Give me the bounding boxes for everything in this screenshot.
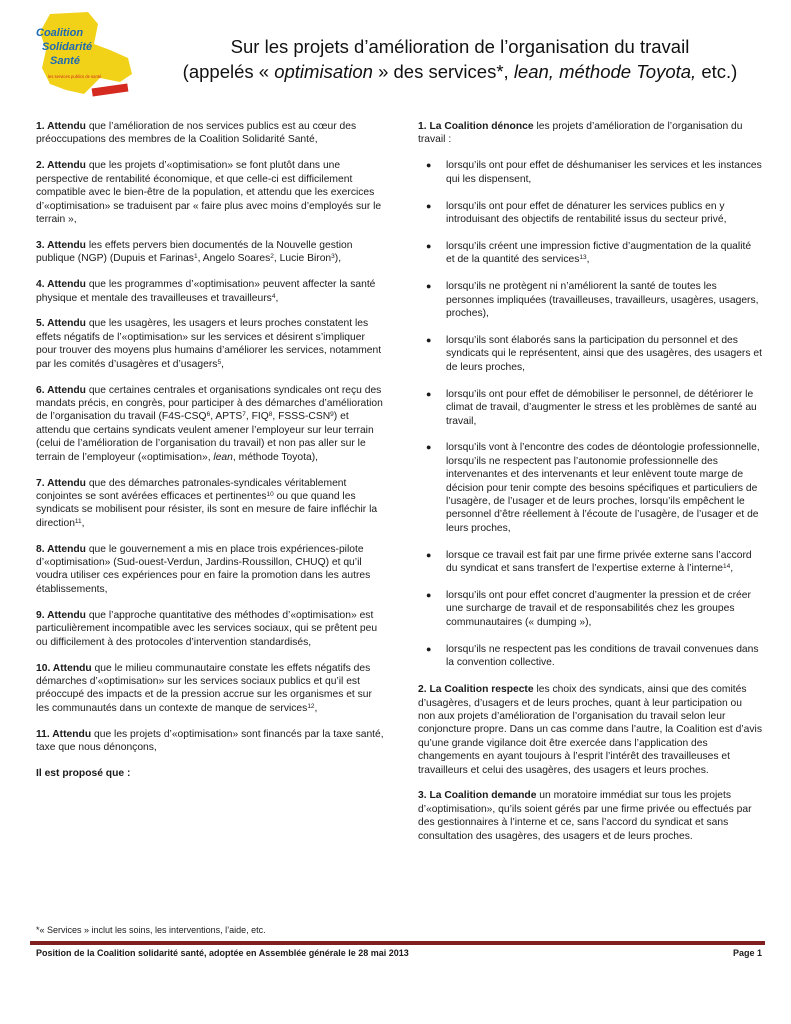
- list-item: [418, 159, 762, 186]
- resolution-text: un moratoire immédiat sur tous les projets d’«optimisation», qu’ils soient gérés par une firme privée ou effectués par des gestionnaires à l’interne et ce, sans l’accord du syndicat et sans consultation des usagères, des usagers et de leurs proches.: [418, 790, 752, 842]
- whereas-11: [36, 728, 384, 755]
- whereas-text: les effets pervers bien documentés de la Nouvelle gestion publique (NGP) (Dupuis et Farinas: [36, 239, 353, 265]
- whereas-lead: 8. Attendu: [36, 543, 86, 555]
- list-item: [418, 388, 762, 428]
- logo-word-2: Solidarité: [42, 41, 93, 53]
- services-footnote: *« Services » inclut les soins, les interventions, l’aide, etc.: [36, 925, 266, 935]
- list-item: [418, 334, 762, 374]
- whereas-text: , APTS: [210, 411, 243, 423]
- bullet-icon: ●: [426, 442, 432, 453]
- whereas-lead: 4. Attendu: [36, 279, 86, 291]
- logo-word-1: Coalition: [36, 27, 84, 39]
- bullet-icon: ●: [426, 281, 432, 292]
- whereas-text: que le milieu communautaire constate les effets négatifs des démarches d’«optimisation» sur les services sociaux publics et qu’il est préoccupé des impacts et de la pression accrue sur les organismes et sur les communautés dans un contexte de manque de services: [36, 662, 372, 714]
- whereas-text: que l’approche quantitative des méthodes d’«optimisation» est particulièrement incompatible avec les services sociaux, qui se prêtent peu ou difficilement à des protocoles d’intervention standardisés,: [36, 609, 378, 648]
- whereas-text: ,: [81, 517, 85, 529]
- whereas-lead: 1. Attendu: [36, 121, 86, 132]
- whereas-text: que les programmes d’«optimisation» peuvent affecter la santé physique et mentale des travailleuses et travailleurs: [36, 279, 376, 304]
- whereas-text: , FSSS-CSN: [272, 411, 331, 423]
- resolution-2: [418, 683, 762, 777]
- list-item-text: lorsqu’ils vont à l’encontre des codes de déontologie professionnelle, lorsqu’ils ne respectent pas l’autonomie professionnelle des intervenantes et des intervenants et leur enlèvent toute marge de décision pour tenir compte des besoins spécifiques et particuliers de l’usagère, de l’usager et de leurs proches, lorsqu’ils empêchent le personnel d’être réellement à l’écoute de l’usagère, de l’usager et de leurs proches,: [446, 442, 760, 534]
- list-item: [418, 549, 762, 576]
- proposed-heading: Il est proposé que :: [36, 767, 131, 779]
- footnote-ref: 8: [268, 411, 273, 419]
- whereas-text: ),: [334, 253, 342, 265]
- resolution-text: les choix des syndicats, ainsi que des comités d’usagères, d’usagers et de leurs proches, quant à leur participation ou non aux projets d’amélioration de l’organisation du travail selon leur conjoncture propre. Dans un cas comme dans l’autre, la Coalition est d’avis qu’une grande vigilance doit être exercée dans l’application des changements en ayant toujours à l’esprit l’intérêt des travailleuses et travailleurs et celui des usagères, des usagers et leurs proches.: [418, 684, 762, 776]
- list-item-text: lorsqu’ils ont pour effet de déshumaniser les services et les instances qui les dispensent,: [446, 160, 762, 185]
- list-item-text: lorsqu’ils ont pour effet de dénaturer les services publics en y introduisant des objectifs de rentabilité issus du secteur privé,: [446, 200, 727, 226]
- footnote-ref: 6: [206, 411, 211, 419]
- list-item-text: lorsqu’ils ont pour effet de démobiliser le personnel, de détériorer le climat de travail, d’augmenter le stress et les problèmes de santé au travail,: [446, 388, 757, 427]
- list-item: [418, 240, 762, 267]
- whereas-emphasis: lean: [213, 451, 233, 463]
- title-text: (appelés «: [182, 61, 275, 82]
- title-line-1: Sur les projets d’amélioration de l’organisation du travail: [230, 36, 690, 57]
- whereas-text: que le gouvernement a mis en place trois expériences-pilote d’«optimisation» (Sud-ouest-Verdun, Jardins-Roussillon, CHUQ) et qu’il voudra utiliser ces expériences pour en faire la promotion dans les autres établissements,: [36, 543, 371, 595]
- whereas-text: ,: [314, 702, 318, 714]
- bullet-icon: ●: [426, 334, 432, 345]
- list-item-text: lorsqu’ils sont élaborés sans la participation du personnel et des syndicats qui le représentent, ainsi que des usagères, des usagers et de leurs proches,: [446, 334, 762, 373]
- footer-caption: Position de la Coalition solidarité santé, adoptée en Assemblée générale le 28 mai 2013: [36, 948, 409, 958]
- footnote-ref: 10: [266, 490, 274, 498]
- footnote-ref: 9: [330, 411, 334, 419]
- logo-graphic: [28, 10, 146, 108]
- list-item-text: ,: [730, 563, 734, 575]
- coalition-logo: [28, 10, 146, 108]
- logo-word-3: Santé: [50, 55, 80, 67]
- whereas-9: [36, 609, 384, 649]
- title-text: » des services*,: [372, 61, 514, 82]
- bullet-icon: ●: [426, 590, 432, 601]
- list-item: [418, 200, 762, 227]
- whereas-6: [36, 384, 384, 464]
- denounce-list: [418, 159, 762, 669]
- bullet-icon: ●: [426, 643, 432, 654]
- whereas-7: [36, 477, 384, 531]
- left-column: [36, 120, 384, 780]
- whereas-text: , méthode Toyota),: [232, 451, 318, 463]
- right-column: [418, 120, 762, 856]
- bullet-icon: ●: [426, 240, 432, 251]
- logo-tagline: les services publics de santé: [48, 74, 102, 79]
- list-item-text: lorsqu’ils ne respectent pas les conditions de travail convenues dans la convention collective.: [446, 643, 759, 669]
- whereas-text: que l’amélioration de nos services publics est au cœur des préoccupations des membres de la Coalition Solidarité Santé,: [36, 121, 357, 146]
- whereas-lead: 9. Attendu: [36, 609, 86, 621]
- footnote-ref: 4: [271, 292, 276, 300]
- whereas-text: que les projets d’«optimisation» sont financés par la taxe santé, taxe que nous dénonçons,: [36, 728, 384, 754]
- whereas-lead: 6. Attendu: [36, 384, 86, 396]
- list-item: [418, 441, 762, 535]
- list-item-text: ,: [586, 254, 590, 266]
- list-item: [418, 280, 762, 320]
- whereas-text: , Lucie Biron: [273, 253, 332, 265]
- whereas-text: que les projets d’«optimisation» se font plutôt dans une perspective de rentabilité économique, et que celle-ci est difficilement compatible avec le bien-être de la population, et attendu que les exercices d’«optimisation» se traduisent par « faire plus avec moins d’employés sur le terrain »,: [36, 160, 382, 225]
- footnote-ref: 14: [723, 563, 731, 571]
- resolution-1: [418, 120, 762, 147]
- whereas-3: [36, 239, 384, 266]
- logo-ribbon: [92, 84, 129, 97]
- whereas-text: , FIQ: [245, 411, 269, 423]
- whereas-5: [36, 317, 384, 371]
- whereas-text: que les usagères, les usagers et leurs proches constatent les effets négatifs de l’«optimisation» sur les services et désirent s’impliquer pour trouver des moyens plus humains d’améliorer les services, notamment par les comités d’usagères et d’usagers: [36, 318, 382, 370]
- whereas-text: que des démarches patronales-syndicales véritablement conjointes se sont avérées efficaces et pertinentes: [36, 477, 347, 502]
- list-item-text: lorsque ce travail est fait par une firme privée externe sans l’accord du syndicat et sans transfert de l’expertise externe à l’interne: [446, 549, 752, 575]
- footnote-ref: 3: [331, 253, 335, 261]
- whereas-text: ,: [275, 292, 279, 304]
- resolution-lead: 2. La Coalition respecte: [418, 684, 534, 696]
- whereas-lead: 5. Attendu: [36, 318, 86, 330]
- whereas-1: [36, 120, 384, 147]
- page-number: Page 1: [732, 948, 762, 958]
- whereas-text: que certaines centrales et organisations syndicales ont reçu des mandats précis, en congrès, pour participer à des démarches d’amélioration de l’organisation du travail (F4S-CSQ: [36, 384, 383, 423]
- resolution-lead: 1. La Coalition dénonce: [418, 121, 534, 132]
- whereas-2: [36, 159, 384, 226]
- title-emphasis: lean, méthode Toyota,: [513, 61, 697, 82]
- bullet-icon: ●: [426, 549, 432, 560]
- whereas-8: [36, 543, 384, 597]
- footnote-ref: 11: [74, 517, 82, 525]
- list-item-text: lorsqu’ils ne protègent ni n’améliorent la santé de toutes les personnes impliquées (travailleuses, travailleurs, usagères, usagers, proches),: [446, 281, 759, 320]
- resolution-lead: 3. La Coalition demande: [418, 790, 537, 802]
- footer-divider: [30, 941, 765, 945]
- bullet-icon: ●: [426, 160, 432, 171]
- footnote-ref: 12: [307, 702, 315, 710]
- whereas-lead: 7. Attendu: [36, 477, 86, 489]
- whereas-text: ,: [221, 358, 224, 370]
- whereas-text: ou que quand les syndicats se mobilisent pour résister, ils sont en mesure de faire infléchir la direction: [36, 490, 378, 529]
- footnote-ref: 13: [579, 254, 587, 262]
- title-text: etc.): [696, 61, 738, 82]
- whereas-text: , Angelo Soares: [197, 253, 271, 265]
- whereas-10: [36, 662, 384, 716]
- footnote-ref: 7: [242, 411, 246, 419]
- title-line-2: [160, 59, 760, 84]
- whereas-text: ) et attendu que certains syndicats veulent amener l’employeur sur leur terrain (celui de l’amélioration de l’organisation du travail) et non pas aller sur le terrain de l’employeur («optimisation»,: [36, 411, 374, 463]
- whereas-4: [36, 278, 384, 305]
- list-item: [418, 643, 762, 670]
- page-title: [160, 34, 760, 84]
- whereas-lead: 10. Attendu: [36, 662, 92, 674]
- footnote-ref: 5: [217, 358, 222, 366]
- list-item: [418, 589, 762, 629]
- footnote-ref: 2: [270, 253, 274, 261]
- bullet-icon: ●: [426, 388, 432, 399]
- whereas-lead: 3. Attendu: [36, 239, 86, 251]
- list-item-text: lorsqu’ils créent une impression fictive d’augmentation de la qualité et de la quantité des services: [446, 240, 752, 266]
- resolution-text: les projets d’amélioration de l’organisation du travail :: [418, 121, 743, 146]
- list-item-text: lorsqu’ils ont pour effet concret d’augmenter la pression et de créer une surcharge de travail et de responsabilités chez les groupes communautaires (« dumping »),: [446, 590, 751, 628]
- page-footer: [36, 948, 762, 958]
- whereas-lead: 11. Attendu: [36, 728, 92, 740]
- resolution-3: [418, 789, 762, 843]
- bullet-icon: ●: [426, 200, 432, 211]
- whereas-lead: 2. Attendu: [36, 160, 86, 172]
- title-emphasis: optimisation: [274, 61, 373, 82]
- footnote-ref: 1: [193, 253, 198, 261]
